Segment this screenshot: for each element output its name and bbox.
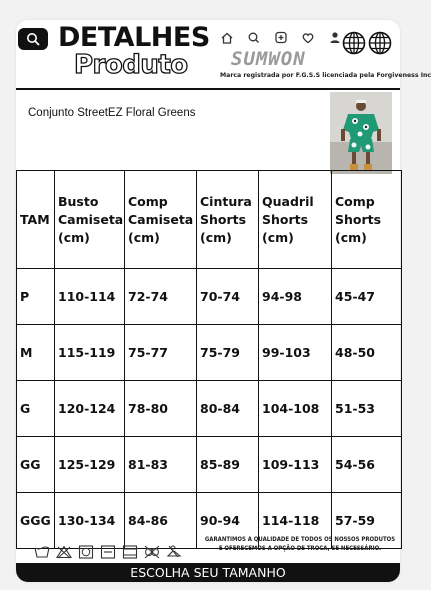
table-cell: 90-94: [197, 493, 259, 549]
size-cell: M: [17, 325, 55, 381]
column-header: TAM: [17, 171, 55, 269]
search-icon: [26, 32, 40, 46]
table-row: [17, 381, 402, 437]
column-header: Comp Shorts (cm): [332, 171, 402, 269]
table-cell: 99-103: [259, 325, 332, 381]
hanger-icon: [166, 544, 182, 558]
table-row: [17, 437, 402, 493]
search-outline-icon[interactable]: [245, 30, 263, 46]
table-cell: 109-113: [259, 437, 332, 493]
table-cell: 75-77: [125, 325, 197, 381]
care-icons: [34, 544, 182, 558]
home-icon[interactable]: [218, 30, 236, 46]
table-cell: 75-79: [197, 325, 259, 381]
size-cell: GG: [17, 437, 55, 493]
table-cell: 85-89: [197, 437, 259, 493]
globe-logos: [342, 31, 392, 55]
no-dry-clean-icon: [144, 544, 160, 558]
table-cell: 48-50: [332, 325, 402, 381]
table-cell: 115-119: [55, 325, 125, 381]
column-header: Comp Camiseta (cm): [125, 171, 197, 269]
heart-icon[interactable]: [299, 30, 317, 46]
product-photo: [330, 92, 392, 174]
globe-icon: [368, 31, 392, 55]
table-cell: 120-124: [55, 381, 125, 437]
table-cell: 94-98: [259, 269, 332, 325]
brand-logo: SUMWON: [231, 48, 306, 70]
table-cell: 80-84: [197, 381, 259, 437]
guarantee-text: GARANTIMOS A QUALIDADE DE TODOS OS NOSSOS PRODUTOS E OFERECEMOS A OPÇÃO DE TROCA, SE NECESSÁRIO.: [204, 536, 396, 552]
table-cell: 57-59: [332, 493, 402, 549]
column-header: Busto Camiseta (cm): [55, 171, 125, 269]
table-cell: 72-74: [125, 269, 197, 325]
page-subtitle: Produto: [74, 50, 188, 80]
table-header-row: [17, 171, 402, 269]
table-cell: 78-80: [125, 381, 197, 437]
table-cell: 130-134: [55, 493, 125, 549]
table-cell: 45-47: [332, 269, 402, 325]
globe-icon: [342, 31, 366, 55]
tumble-dry-icon: [78, 544, 94, 558]
table-row: [17, 269, 402, 325]
table-row: [17, 325, 402, 381]
size-cell: G: [17, 381, 55, 437]
table-cell: 70-74: [197, 269, 259, 325]
choose-size-bar[interactable]: ESCOLHA SEU TAMANHO: [16, 563, 400, 582]
size-cell: P: [17, 269, 55, 325]
header: [16, 20, 431, 88]
table-cell: 54-56: [332, 437, 402, 493]
table-cell: 84-86: [125, 493, 197, 549]
size-guide-card: [16, 20, 431, 582]
search-button[interactable]: [18, 28, 48, 50]
table-cell: 51-53: [332, 381, 402, 437]
size-cell: GGG: [17, 493, 55, 549]
product-name: Conjunto StreetEZ Floral Greens: [28, 107, 196, 119]
table-cell: 104-108: [259, 381, 332, 437]
column-header: Cintura Shorts (cm): [197, 171, 259, 269]
dry-flat-icon: [100, 544, 116, 558]
brand-registration: Marca registrada por F.G.S.S licenciada pela Forgiveness Inc: [220, 72, 431, 79]
column-header: Quadril Shorts (cm): [259, 171, 332, 269]
no-bleach-icon: [56, 544, 72, 558]
table-cell: 81-83: [125, 437, 197, 493]
table-cell: 110-114: [55, 269, 125, 325]
table-cell: 125-129: [55, 437, 125, 493]
table-cell: 114-118: [259, 493, 332, 549]
iron-icon: [122, 544, 138, 558]
size-table: [16, 170, 402, 549]
page-title: DETALHES: [58, 22, 210, 53]
header-divider: [16, 88, 400, 90]
top-nav-icons: [218, 30, 344, 46]
wash-30-icon: [34, 544, 50, 558]
add-box-icon[interactable]: [272, 30, 290, 46]
